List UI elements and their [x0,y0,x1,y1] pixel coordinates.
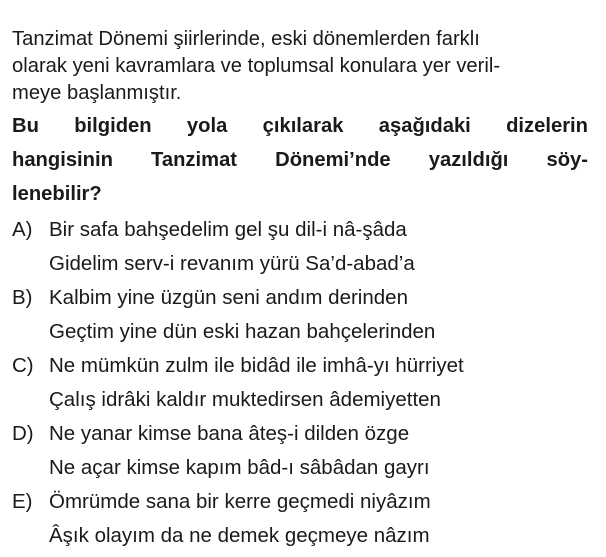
option-line: Bir safa bahşedelim gel şu dil-i nâ-şâda [49,218,407,241]
option-letter: B) [12,286,33,309]
option-c[interactable] [12,349,598,417]
option-letter: E) [12,490,33,513]
option-letter: A) [12,218,33,241]
option-line: Ne açar kimse kapım bâd-ı sâbâdan gayrı [49,456,430,479]
prompt-line: lenebilir? [12,183,102,205]
option-e[interactable] [12,485,598,553]
option-line: Çalış idrâki kaldır muktedirsen âdemiyetten [49,388,441,411]
option-letter: C) [12,354,34,377]
option-line: Ne yanar kimse bana âteş-i dilden özge [49,422,410,445]
prompt-line: Bu bilgiden yola çıkılarak aşağıdaki dizelerin [12,115,588,137]
intro-line: olarak yeni kavramlara ve toplumsal konulara yer veril- [12,55,501,77]
option-letter: D) [12,422,34,445]
answer-options [12,213,598,553]
option-line: Âşık olayım da ne demek geçmeye nâzım [49,524,430,547]
option-a[interactable] [12,213,598,281]
question-intro [12,26,598,107]
option-d[interactable] [12,417,598,485]
option-line: Ne mümkün zulm ile bidâd ile imhâ-yı hürriyet [49,354,464,377]
question-prompt [12,109,598,211]
option-line: Ömrümde sana bir kerre geçmedi niyâzım [49,490,431,513]
prompt-line: hangisinin Tanzimat Dönemi’nde yazıldığı söy- [12,149,588,171]
option-line: Gidelim serv-i revanım yürü Sa’d-abad’a [49,252,415,275]
option-line: Geçtim yine dün eski hazan bahçelerinden [49,320,436,343]
option-b[interactable] [12,281,598,349]
intro-line: Tanzimat Dönemi şiirlerinde, eski dönemlerden farklı [12,28,480,50]
intro-line: meye başlanmıştır. [12,82,182,104]
question-block [12,26,598,553]
option-line: Kalbim yine üzgün seni andım derinden [49,286,408,309]
